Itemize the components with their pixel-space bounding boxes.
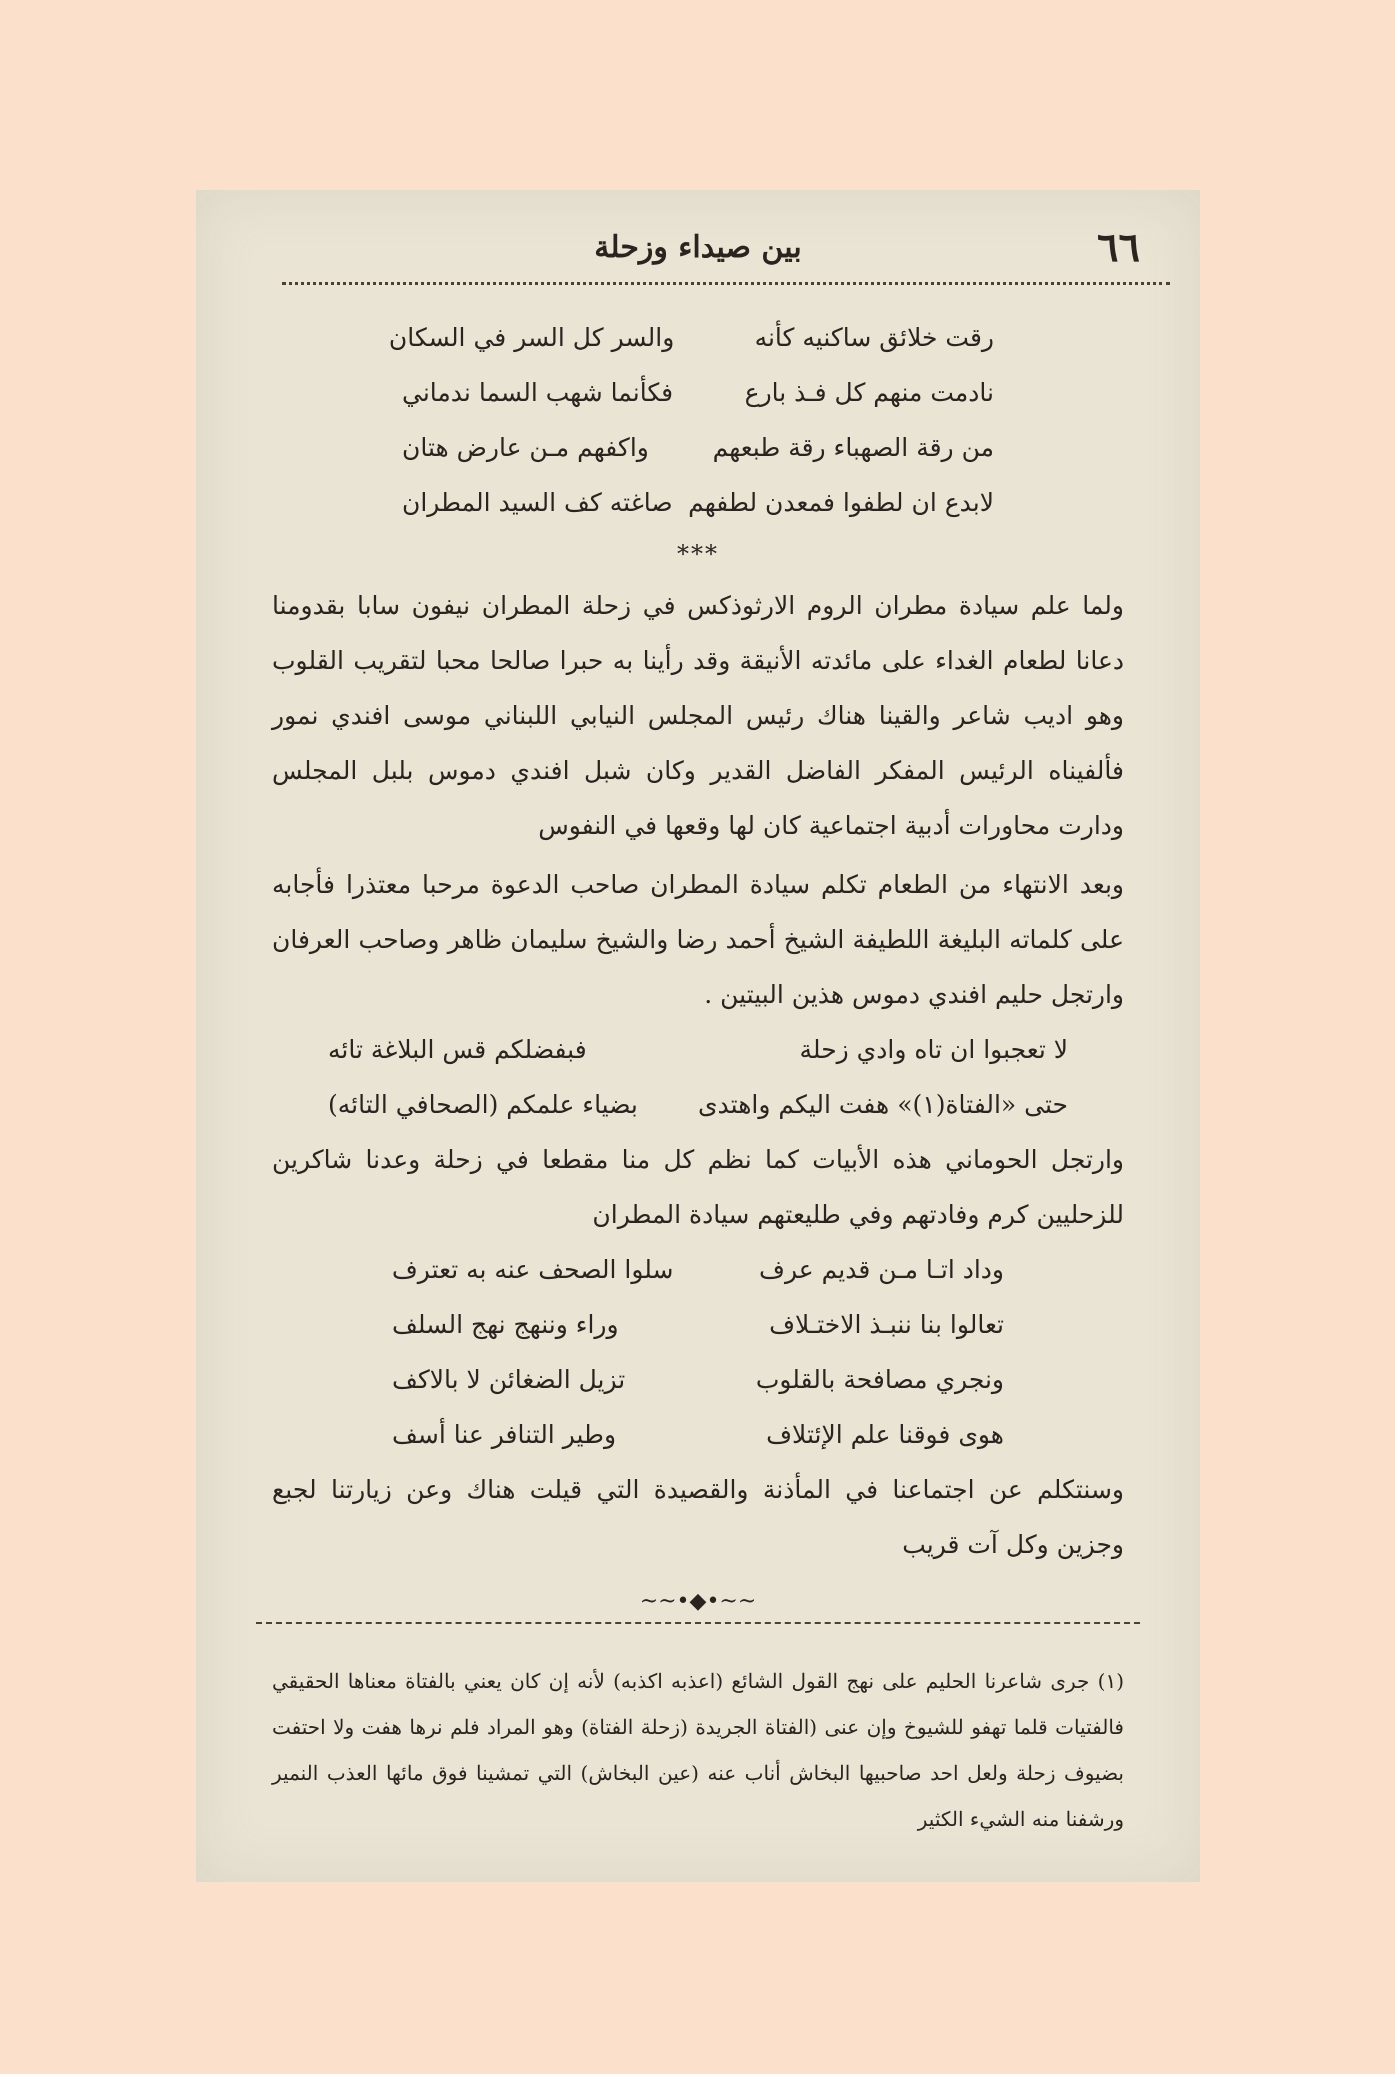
verse-second-half: سلوا الصحف عنه به تعترف xyxy=(391,1255,674,1284)
verse-line xyxy=(272,1352,1124,1407)
paragraph-2: وبعد الانتهاء من الطعام تكلم سيادة المطران صاحب الدعوة مرحبا معتذرا فأجابه على كلماته البليغة اللطيفة الشيخ أحمد رضا والشيخ سليمان ظاهر وصاحب العرفان وارتجل حليم افندي دموس هذين البيتين . xyxy=(272,870,1124,1009)
running-title: بين صيداء وزحلة xyxy=(594,230,802,265)
page-header xyxy=(256,224,1140,274)
end-ornament: ~~•◆•~~ xyxy=(639,1589,757,1614)
footnote: (١) جرى شاعرنا الحليم على نهج القول الشائع (اعذبه اكذبه) لأنه إن كان يعني بالفتاة معناها الحقيقي فالفتيات قلما تهفو للشيوخ وإن عنى (الفتاة الجريدة (زحلة الفتاة) وهو المراد فلم نرها هفت ولا احتفت بضيوف زحلة ولعل احد صاحبيها البخاش أناب عنه (عين البخاش) التي تمشينا فوق مائها العذب النمير ورشفنا منه الشيء الكثير xyxy=(272,1669,1124,1831)
verse-line xyxy=(272,475,1124,530)
book-page xyxy=(196,190,1200,1882)
page-content xyxy=(272,310,1124,1622)
verse-line xyxy=(272,1297,1124,1352)
verse-first-half: لا تعجبوا ان تاه وادي زحلة xyxy=(799,1035,1068,1064)
paragraph-3: وارتجل الحوماني هذه الأبيات كما نظم كل منا مقطعا في زحلة وعدنا شاكرين للزحليين كرم وفادتهم وفي طليعتهم سيادة المطران xyxy=(272,1145,1124,1229)
verse-second-half: صاغته كف السيد المطران xyxy=(402,488,673,517)
verse-second-half: وراء وننهج نهج السلف xyxy=(392,1310,619,1339)
verse-second-half: فكأنما شهب السما ندماني xyxy=(402,378,674,407)
verse-second-half: تزيل الضغائن لا بالاكف xyxy=(392,1365,626,1394)
verse-second-half: والسر كل السر في السكان xyxy=(388,323,675,352)
verse-first-half: وداد اتـا مـن قديم عرف xyxy=(759,1255,1004,1284)
verse-line xyxy=(272,1022,1124,1077)
verse-first-half: ونجري مصافحة بالقلوب xyxy=(755,1365,1004,1394)
verse-first-half: نادمت منهم كل فـذ بارع xyxy=(744,378,994,407)
verse-line xyxy=(272,310,1124,365)
verse-first-half: لابدع ان لطفوا فمعدن لطفهم xyxy=(688,488,994,517)
verse-line xyxy=(272,420,1124,475)
poem-3 xyxy=(272,1242,1124,1462)
verse-first-half: تعالوا بنا ننبـذ الاختـلاف xyxy=(769,1310,1004,1339)
verse-second-half: وطير التنافر عنا أسف xyxy=(392,1420,617,1449)
verse-second-half: بضياء علمكم (الصحافي التائه) xyxy=(328,1090,638,1119)
footnote-rule xyxy=(256,1622,1140,1624)
verse-second-half: فبفضلكم قس البلاغة تائه xyxy=(328,1035,587,1064)
verse-second-half: واكفهم مـن عارض هتان xyxy=(402,433,649,462)
verse-line xyxy=(272,1407,1124,1462)
verse-first-half: حتى «الفتاة(١)» هفت اليكم واهتدى xyxy=(697,1090,1068,1119)
verse-first-half: من رقة الصهباء رقة طبعهم xyxy=(712,433,994,462)
verse-first-half: هوى فوقنا علم الإئتلاف xyxy=(766,1420,1004,1449)
verse-first-half: رقت خلائق ساكنيه كأنه xyxy=(754,323,994,352)
page-number: ٦٦ xyxy=(1097,224,1140,271)
paragraph-4: وسنتكلم عن اجتماعنا في المأذنة والقصيدة التي قيلت هناك وعن زيارتنا لجبع وجزين وكل آت قريب xyxy=(272,1475,1124,1559)
verse-line xyxy=(272,365,1124,420)
verse-line xyxy=(272,1242,1124,1297)
section-separator: *** xyxy=(677,540,719,568)
verse-line xyxy=(272,1077,1124,1132)
paragraph-1: ولما علم سيادة مطران الروم الارثوذكس في زحلة المطران نيفون سابا بقدومنا دعانا لطعام الغداء على مائدته الأنيقة وقد رأينا به حبرا صالحا محبا لتقريب القلوب وهو اديب شاعر والقينا هناك رئيس المجلس النيابي اللبناني موسى افندي نمور فألفيناه الرئيس المفكر الفاضل القدير وكان شبل افندي دموس بلبل المجلس ودارت محاورات أدبية اجتماعية كان لها وقعها في النفوس xyxy=(272,591,1124,840)
poem-2 xyxy=(272,1022,1124,1132)
poem-1 xyxy=(272,310,1124,530)
header-rule xyxy=(282,282,1170,295)
